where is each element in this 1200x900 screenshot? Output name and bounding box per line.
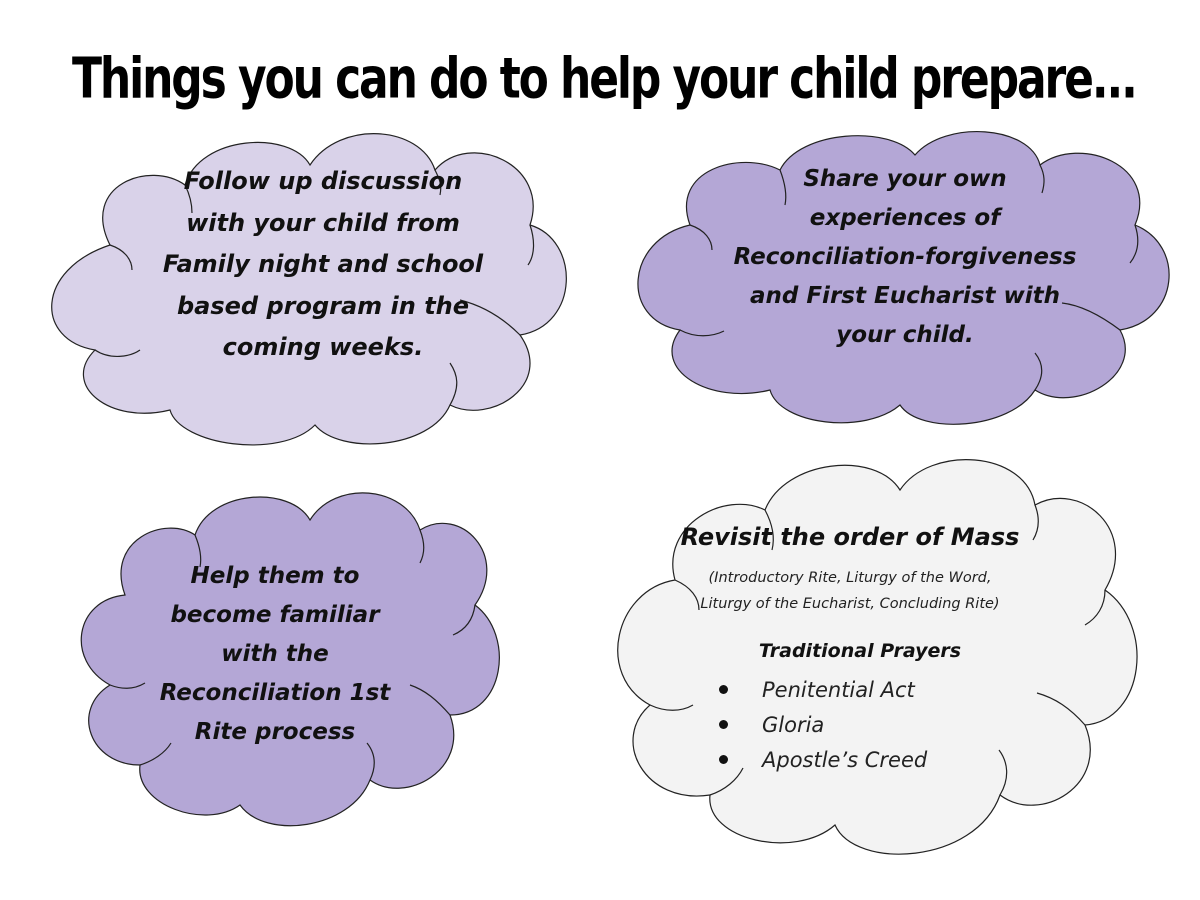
- prayer-label: Penitential Act: [762, 678, 915, 702]
- text-line: (Introductory Rite, Liturgy of the Word,: [708, 570, 992, 586]
- familiar-cloud: [75, 485, 505, 835]
- prayer-list: [715, 675, 927, 780]
- bullet-icon: [719, 755, 728, 764]
- mass-subtitle: [675, 565, 1025, 617]
- share-cloud: [630, 125, 1175, 425]
- text-line: Share your own: [803, 166, 1007, 192]
- bullet-icon: [719, 685, 728, 694]
- text-line: experiences of: [809, 205, 1001, 231]
- list-item: [715, 675, 927, 710]
- text-line: Help them to: [190, 563, 360, 589]
- page-title: Things you can do to help your child prepare...: [72, 46, 1136, 111]
- text-line: with the: [221, 641, 329, 667]
- text-line: coming weeks.: [222, 333, 424, 361]
- text-line: with your child from: [186, 208, 460, 237]
- familiar-text: [145, 557, 405, 752]
- prayer-label: Apostle’s Creed: [762, 748, 928, 772]
- text-line: Family night and school: [162, 250, 484, 278]
- text-line: your child.: [836, 322, 974, 348]
- mass-title: Revisit the order of Mass: [680, 523, 1020, 551]
- share-text: [710, 160, 1100, 355]
- mass-cloud: [615, 450, 1145, 870]
- text-line: become familiar: [170, 602, 380, 628]
- followup-text: [128, 161, 518, 369]
- text-line: and First Eucharist with: [749, 283, 1061, 309]
- text-line: Rite process: [194, 719, 356, 745]
- bullet-icon: [719, 720, 728, 729]
- text-line: Reconciliation 1st: [159, 680, 391, 706]
- text-line: Follow up discussion: [183, 167, 463, 195]
- text-line: Reconciliation-forgiveness: [733, 244, 1077, 270]
- prayers-heading: Traditional Prayers: [758, 640, 962, 662]
- followup-cloud: [40, 125, 565, 450]
- text-line: based program in the: [176, 291, 470, 320]
- prayer-label: Gloria: [762, 713, 825, 737]
- list-item: [715, 710, 927, 745]
- text-line: Liturgy of the Eucharist, Concluding Rite): [700, 596, 1000, 612]
- list-item: [715, 745, 927, 780]
